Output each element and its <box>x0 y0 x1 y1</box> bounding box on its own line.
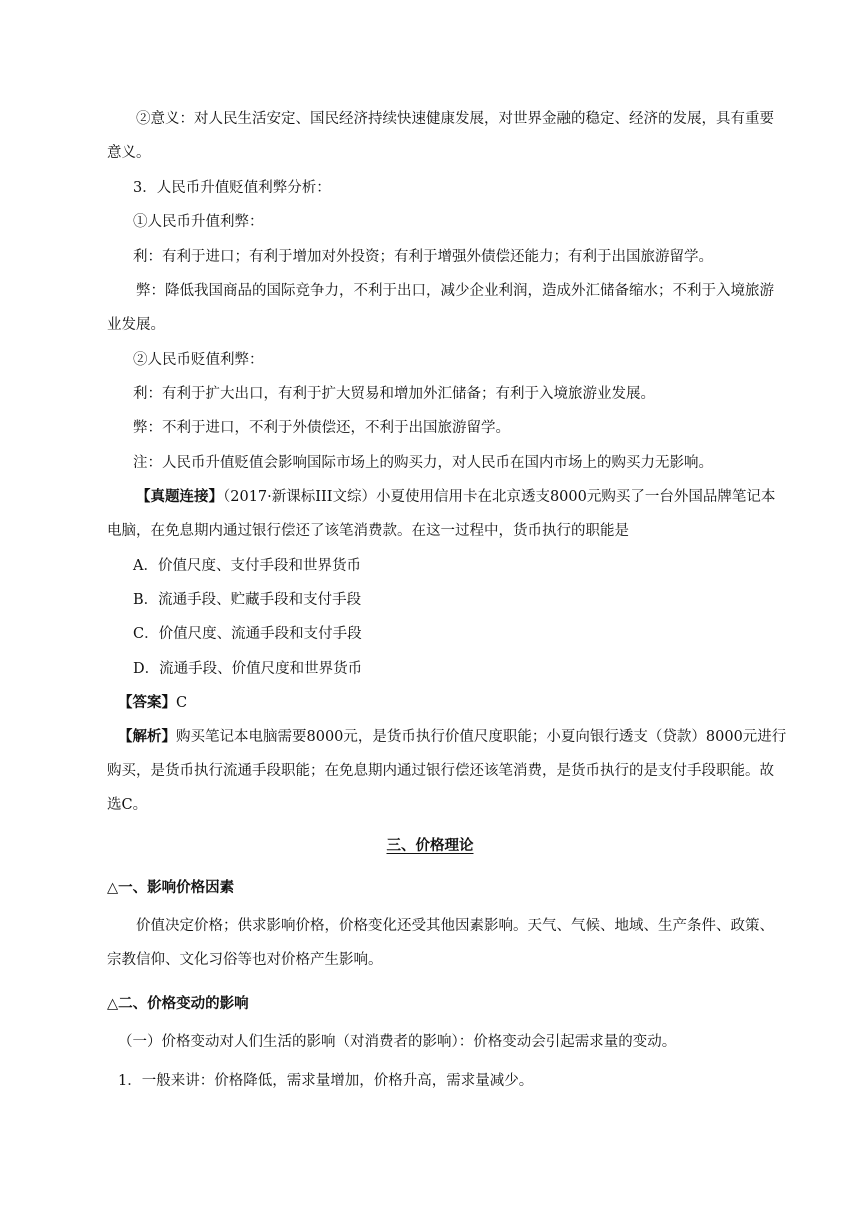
question-stem <box>107 480 787 548</box>
meaning-paragraph: ②意义：对人民生活安定、国民经济持续快速健康发展，对世界金融的稳定、经济的发展，具有重要意义。 <box>107 111 774 161</box>
option-c: C．价值尺度、流通手段和支付手段 <box>133 626 362 642</box>
subsection-1-title: △一、影响价格因素 <box>107 879 235 896</box>
answer-tag: 【答案】 <box>118 694 176 711</box>
subsection-2-title: △二、价格变动的影响 <box>107 995 249 1012</box>
question-tag: 【真题连接】 <box>136 488 223 505</box>
note-paragraph: 注：人民币升值贬值会影响国际市场上的购买力，对人民币在国内市场上的购买力无影响。 <box>133 455 713 471</box>
subsection-2-item: （一）价格变动对人们生活的影响（对消费者的影响）：价格变动会引起需求量的变动。 <box>118 1034 677 1050</box>
item-3-heading: 3．人民币升值贬值利弊分析： <box>133 180 331 196</box>
depreciation-con: 弊：不利于进口，不利于外债偿还，不利于出国旅游留学。 <box>133 420 510 436</box>
analysis-tag: 【解析】 <box>118 728 176 745</box>
question-text: （2017·新课标III文综）小夏使用信用卡在北京透支8000元购买了一台外国品牌笔记本电脑，在免息期内通过银行偿还了该笔消费款。在这一过程中，货币执行的职能是 <box>107 489 776 539</box>
option-a: A．价值尺度、支付手段和世界货币 <box>133 558 361 574</box>
option-d: D．流通手段、价值尺度和世界货币 <box>133 661 363 677</box>
appreciation-title: ①人民币升值利弊： <box>133 214 264 230</box>
section-3-title: 三、价格理论 <box>386 837 474 854</box>
appreciation-pro: 利：有利于进口；有利于增加对外投资；有利于增强外债偿还能力；有利于出国旅游留学。 <box>133 249 713 265</box>
depreciation-pro: 利：有利于扩大出口，有利于扩大贸易和增加外汇储备；有利于入境旅游业发展。 <box>133 386 655 402</box>
subsection-2-point-1: 1．一般来讲：价格降低，需求量增加，价格升高，需求量减少。 <box>118 1073 534 1089</box>
analysis-text: 购买笔记本电脑需要8000元，是货币执行价值尺度职能；小夏向银行透支（贷款）8000元进行购买，是货币执行流通手段职能；在免息期内通过银行偿还该笔消费，是货币执行的是支付手段职能。故选C。 <box>107 729 787 813</box>
option-b: B．流通手段、贮藏手段和支付手段 <box>133 592 362 608</box>
analysis-paragraph <box>107 720 787 822</box>
answer-value: C <box>176 695 188 711</box>
subsection-1-text: 价值决定价格；供求影响价格，价格变化还受其他因素影响。天气、气候、地域、生产条件、政策、宗教信仰、文化习俗等也对价格产生影响。 <box>107 918 774 968</box>
depreciation-title: ②人民币贬值利弊： <box>133 352 264 368</box>
answer-line <box>118 686 798 720</box>
appreciation-con: 弊：降低我国商品的国际竞争力，不利于出口，减少企业利润，造成外汇储备缩水；不利于入境旅游业发展。 <box>107 283 774 333</box>
